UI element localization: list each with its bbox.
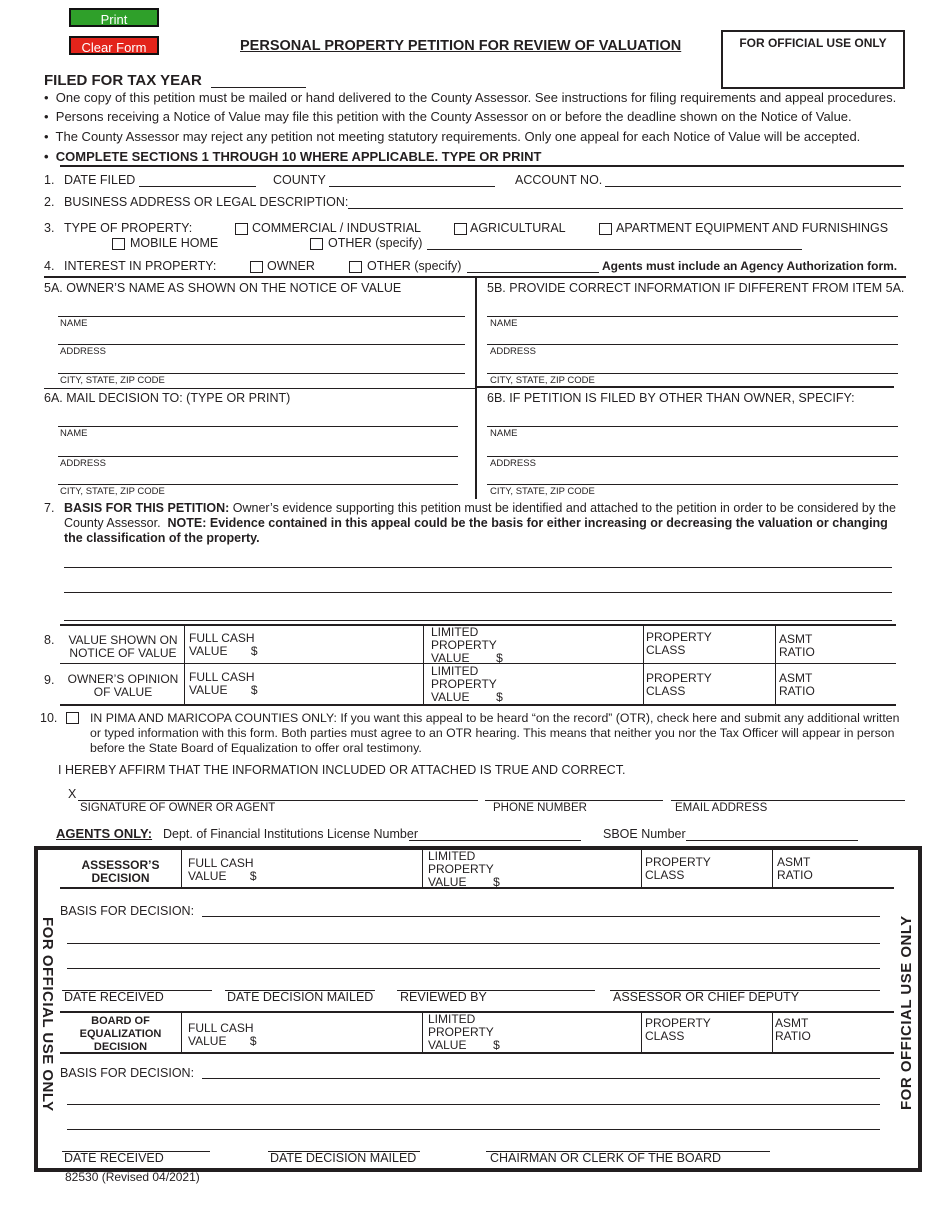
board-decision-label: BOARD OF EQUALIZATION DECISION [79, 1015, 162, 1053]
interest-label: INTEREST IN PROPERTY: [64, 259, 217, 273]
s6a-address-field[interactable] [58, 456, 458, 457]
other-interest-checkbox[interactable] [349, 261, 362, 273]
owner-label: OWNER [267, 259, 315, 273]
s5a-city-field[interactable] [58, 373, 465, 374]
s5b-address-field[interactable] [487, 344, 898, 345]
agricultural-checkbox[interactable] [454, 223, 467, 235]
official-use-section [34, 846, 922, 1172]
s4-num: 4. [44, 259, 55, 273]
other-property-field[interactable] [427, 249, 802, 250]
account-no-label: ACCOUNT NO. [515, 173, 603, 187]
s5a-address-field[interactable] [58, 344, 465, 345]
assessor-basis-line-3[interactable] [67, 968, 880, 969]
s5b-city-label: CITY, STATE, ZIP CODE [490, 375, 595, 386]
commercial-checkbox[interactable] [235, 223, 248, 235]
chief-deputy-label: ASSESSOR OR CHIEF DEPUTY [613, 990, 800, 1004]
s5a-name-field[interactable] [58, 316, 465, 317]
license-label: Dept. of Financial Institutions License Number [163, 827, 418, 841]
board-basis-line-3[interactable] [67, 1129, 880, 1130]
form-title: PERSONAL PROPERTY PETITION FOR REVIEW OF VALUATION [240, 38, 682, 54]
s5b-label: 5B. PROVIDE CORRECT INFORMATION IF DIFFERENT FROM ITEM 5A. [487, 281, 905, 295]
s6a-name-field[interactable] [58, 426, 458, 427]
chairman-label: CHAIRMAN OR CLERK OF THE BOARD [490, 1151, 722, 1165]
s9-limited[interactable]: LIMITED PROPERTY VALUE $ [431, 664, 503, 704]
form-number: 82530 (Revised 04/2021) [65, 1170, 200, 1184]
s9-num: 9. [44, 673, 55, 687]
s6a-address-label: ADDRESS [60, 458, 106, 469]
s5a-address-label: ADDRESS [60, 346, 106, 357]
assessor-full-cash[interactable]: FULL CASH VALUE $ [188, 856, 257, 883]
board-class[interactable]: PROPERTY CLASS [645, 1016, 711, 1043]
s7-line1: BASIS FOR THIS PETITION: Owner’s evidence supporting this petition must be identified and attached to the petition in order to be considered by the [64, 501, 896, 515]
county-field[interactable] [329, 186, 495, 187]
s9-full-cash[interactable]: FULL CASH VALUE $ [189, 670, 258, 697]
agents-only-label: AGENTS ONLY: [56, 826, 153, 841]
sboe-field[interactable] [686, 840, 858, 841]
s5b-address-label: ADDRESS [490, 346, 536, 357]
s5a-label: 5A. OWNER’S NAME AS SHOWN ON THE NOTICE OF VALUE [44, 281, 402, 295]
other-property-label: OTHER (specify) [328, 236, 423, 250]
phone-field[interactable] [485, 800, 663, 801]
assessor-basis-label: BASIS FOR DECISION: [60, 904, 195, 918]
s10-line2: or typed information with this form. Both parties must agree to an OTR hearing. This means that neither you nor the Tax Officer will appear in person [90, 726, 895, 740]
affirm-statement: I HEREBY AFFIRM THAT THE INFORMATION INCLUDED OR ATTACHED IS TRUE AND CORRECT. [58, 763, 626, 777]
s6a-name-label: NAME [60, 428, 88, 439]
s5b-name-label: NAME [490, 318, 518, 329]
s5b-city-field[interactable] [487, 373, 898, 374]
s5a-name-label: NAME [60, 318, 88, 329]
agricultural-label: AGRICULTURAL [470, 221, 566, 235]
basis-line-1[interactable] [64, 567, 892, 568]
filed-tax-year-label: FILED FOR TAX YEAR [44, 72, 202, 89]
apartment-checkbox[interactable] [599, 223, 612, 235]
s3-num: 3. [44, 221, 55, 235]
county-label: COUNTY [273, 173, 326, 187]
type-of-property-label: TYPE OF PROPERTY: [64, 221, 193, 235]
official-side-right: FOR OFFICIAL USE ONLY [898, 915, 915, 1110]
s5a-city-label: CITY, STATE, ZIP CODE [60, 375, 165, 386]
email-label: EMAIL ADDRESS [675, 802, 768, 814]
s10-line1: IN PIMA AND MARICOPA COUNTIES ONLY: If you want this appeal to be heard “on the record” (OTR), check here and submit any additional written [90, 711, 900, 725]
assessor-basis-line-1[interactable] [202, 916, 880, 917]
basis-line-3[interactable] [64, 620, 892, 621]
phone-label: PHONE NUMBER [493, 802, 587, 814]
signature-field[interactable] [78, 800, 478, 801]
s9-ratio[interactable]: ASMT RATIO [779, 671, 815, 698]
s7-line2: County Assessor. NOTE: Evidence contained in this appeal could be the basis for either increasing or decreasing the valuation or changing [64, 516, 888, 530]
s6b-name-field[interactable] [487, 426, 898, 427]
sboe-label: SBOE Number [603, 827, 686, 841]
assessor-date-received-label: DATE RECEIVED [64, 990, 164, 1004]
s6b-city-label: CITY, STATE, ZIP CODE [490, 486, 595, 497]
board-limited[interactable]: LIMITED PROPERTY VALUE $ [428, 1012, 500, 1052]
other-property-checkbox[interactable] [310, 238, 323, 250]
account-no-field[interactable] [605, 186, 901, 187]
s9-label: OWNER’S OPINION OF VALUE [67, 672, 179, 699]
s6b-address-label: ADDRESS [490, 458, 536, 469]
print-button[interactable]: Print [69, 8, 159, 27]
bullet-4: • COMPLETE SECTIONS 1 THROUGH 10 WHERE APPLICABLE. TYPE OR PRINT [44, 149, 542, 164]
business-address-field[interactable] [348, 208, 903, 209]
s2-num: 2. [44, 195, 55, 209]
basis-line-2[interactable] [64, 592, 892, 593]
assessor-ratio[interactable]: ASMT RATIO [777, 855, 813, 882]
s6b-city-field[interactable] [487, 484, 898, 485]
agents-note: Agents must include an Agency Authorization form. [602, 259, 898, 273]
s7-line3: the classification of the property. [64, 531, 260, 545]
s8-ratio[interactable]: ASMT RATIO [779, 632, 815, 659]
apartment-label: APARTMENT EQUIPMENT AND FURNISHINGS [616, 221, 889, 235]
official-use-box-label: FOR OFFICIAL USE ONLY [739, 36, 887, 50]
reviewed-by-label: REVIEWED BY [400, 990, 487, 1004]
bullet-1: • One copy of this petition must be mailed or hand delivered to the County Assessor. See instructions for filing requirements and appeal procedures. [44, 90, 897, 105]
s6b-name-label: NAME [490, 428, 518, 439]
otr-checkbox[interactable] [66, 712, 79, 724]
board-full-cash[interactable]: FULL CASH VALUE $ [188, 1021, 257, 1048]
license-field[interactable] [409, 840, 581, 841]
s10-line3: before the State Board of Equalization to offer oral testimony. [90, 741, 422, 755]
mobile-home-label: MOBILE HOME [130, 236, 219, 250]
board-basis-label: BASIS FOR DECISION: [60, 1066, 195, 1080]
bullet-3: • The County Assessor may reject any petition not meeting statutory requirements. Only one appeal for each Notice of Value will be accepted. [44, 129, 861, 144]
s6b-label: 6B. IF PETITION IS FILED BY OTHER THAN OWNER, SPECIFY: [487, 391, 855, 405]
s5b-name-field[interactable] [487, 316, 898, 317]
board-date-mailed-label: DATE DECISION MAILED [270, 1151, 417, 1165]
s8-num: 8. [44, 633, 55, 647]
board-basis-line-2[interactable] [67, 1104, 880, 1105]
s9-class[interactable]: PROPERTY CLASS [646, 671, 712, 698]
s8-label: VALUE SHOWN ON NOTICE OF VALUE [68, 633, 178, 660]
date-filed-label: DATE FILED [64, 173, 136, 187]
s6a-city-label: CITY, STATE, ZIP CODE [60, 486, 165, 497]
mobile-home-checkbox[interactable] [112, 238, 125, 250]
board-date-received-label: DATE RECEIVED [64, 1151, 164, 1165]
clear-form-button[interactable]: Clear Form [69, 36, 159, 55]
official-side-left: FOR OFFICIAL USE ONLY [39, 917, 56, 1112]
s8-full-cash[interactable]: FULL CASH VALUE $ [189, 631, 258, 658]
s10-num: 10. [40, 711, 58, 725]
owner-checkbox[interactable] [250, 261, 263, 273]
business-address-label: BUSINESS ADDRESS OR LEGAL DESCRIPTION: [64, 195, 349, 209]
assessor-class[interactable]: PROPERTY CLASS [645, 855, 711, 882]
bullet-2: • Persons receiving a Notice of Value may file this petition with the County Assessor on or before the deadline shown on the Notice of Value. [44, 109, 852, 124]
tax-year-field[interactable] [211, 87, 306, 88]
assessor-basis-line-2[interactable] [67, 943, 880, 944]
date-filed-field[interactable] [139, 186, 256, 187]
email-field[interactable] [671, 800, 905, 801]
s6a-label: 6A. MAIL DECISION TO: (TYPE OR PRINT) [44, 391, 291, 405]
s6b-address-field[interactable] [487, 456, 898, 457]
assessor-decision-label: ASSESSOR’S DECISION [81, 858, 160, 885]
s6a-city-field[interactable] [58, 484, 458, 485]
signature-label: SIGNATURE OF OWNER OR AGENT [80, 802, 276, 814]
other-interest-field[interactable] [467, 272, 599, 273]
s7-num: 7. [44, 501, 55, 515]
assessor-limited[interactable]: LIMITED PROPERTY VALUE $ [428, 849, 500, 889]
board-ratio[interactable]: ASMT RATIO [775, 1016, 811, 1043]
signature-x: X [68, 787, 77, 801]
other-interest-label: OTHER (specify) [367, 259, 462, 273]
s8-limited[interactable]: LIMITED PROPERTY VALUE $ [431, 625, 503, 665]
s8-class[interactable]: PROPERTY CLASS [646, 630, 712, 657]
official-use-box [721, 30, 905, 89]
assessor-date-mailed-label: DATE DECISION MAILED [227, 990, 374, 1004]
board-basis-line-1[interactable] [202, 1078, 880, 1079]
commercial-label: COMMERCIAL / INDUSTRIAL [252, 221, 422, 235]
s1-num: 1. [44, 173, 55, 187]
